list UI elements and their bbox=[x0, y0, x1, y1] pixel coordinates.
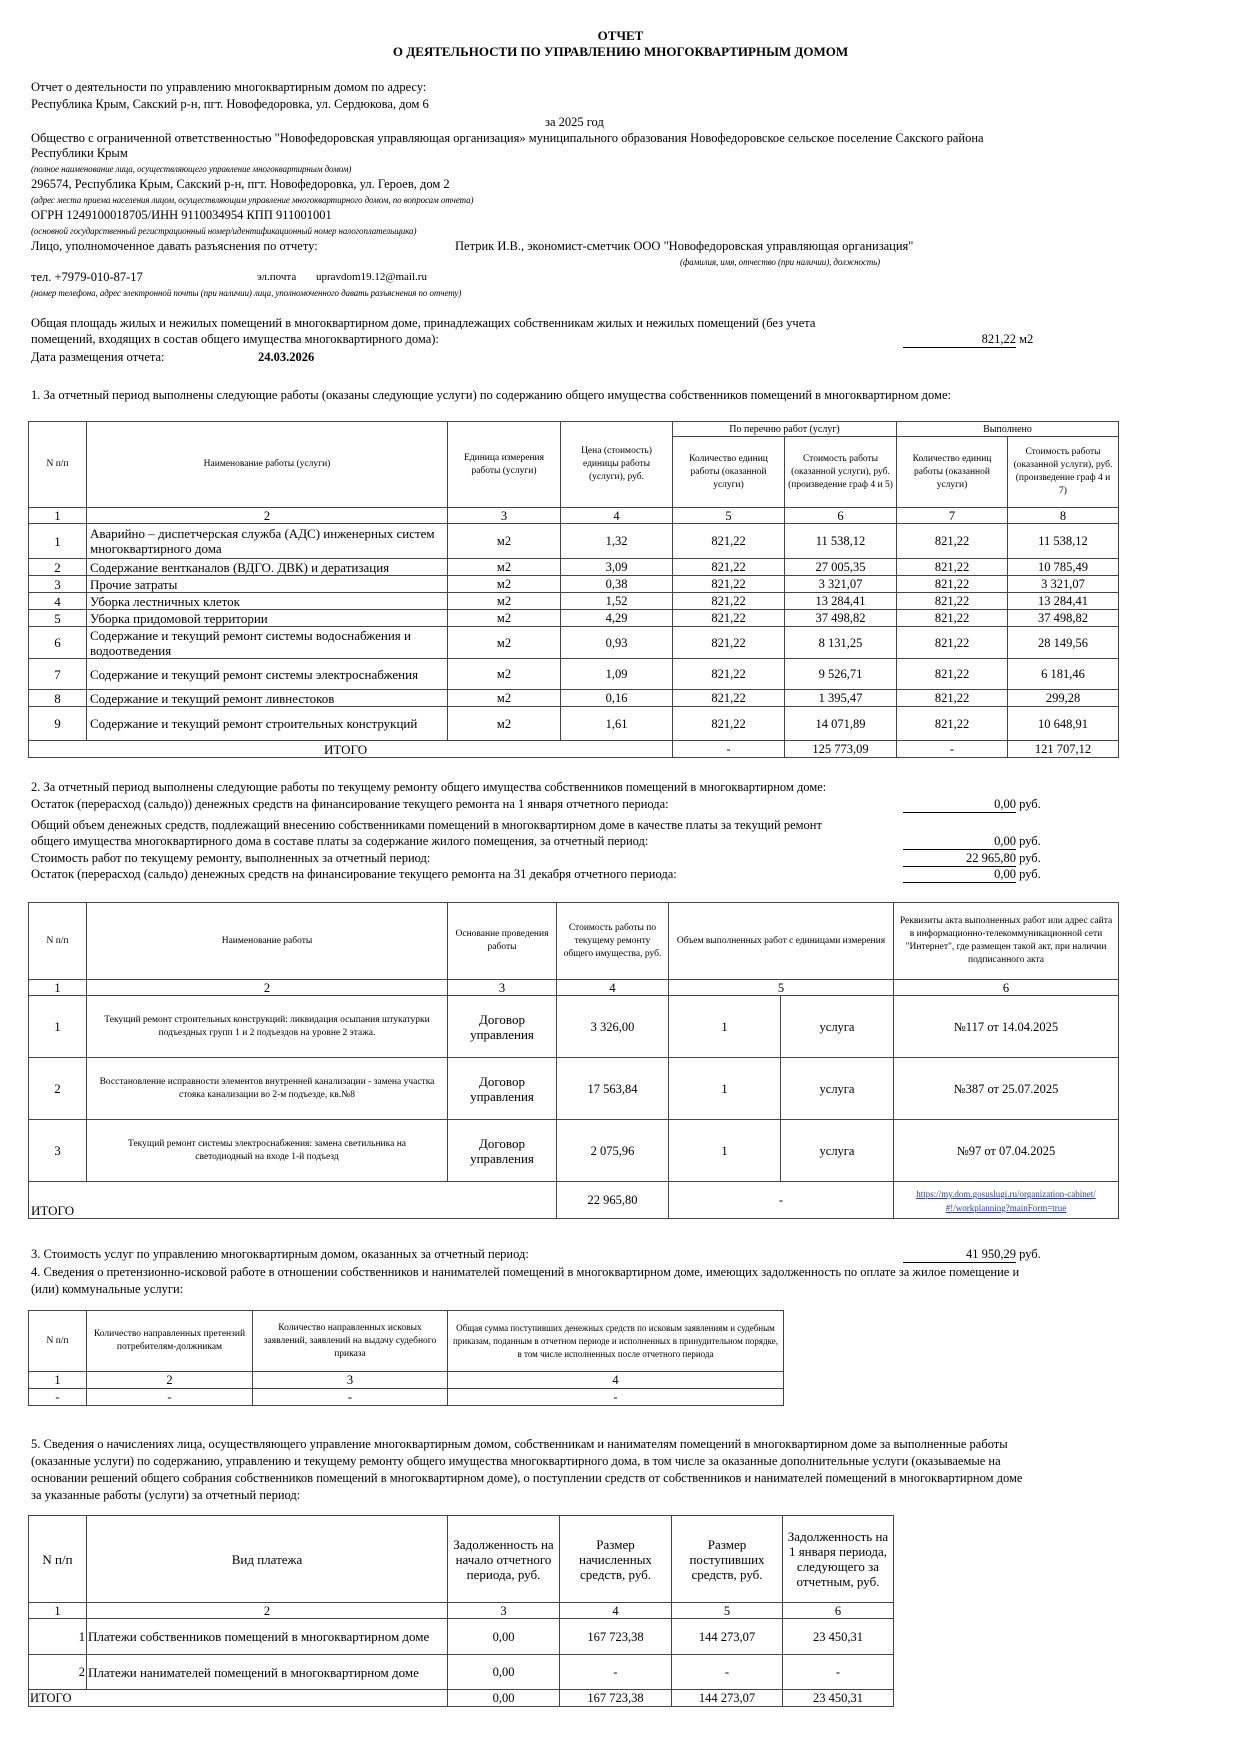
total-done-qty: - bbox=[897, 741, 1008, 758]
row-received: 144 273,07 bbox=[672, 1619, 783, 1655]
contact-label: Лицо, уполномоченное давать разъяснения по отчету: bbox=[31, 239, 318, 253]
cell-value: - bbox=[253, 1389, 448, 1406]
contact-person: Петрик И.В., экономист-сметчик ООО "Новофедоровская управляющая организация" bbox=[455, 239, 914, 253]
row-done-cost: 28 149,56 bbox=[1008, 627, 1119, 659]
works-cost-label: Стоимость работ по текущему ремонту, выполненных за отчетный период: bbox=[31, 851, 431, 865]
org-address: 296574, Республика Крым, Сакский р-н, пгт. Новофедоровка, ул. Героев, дом 2 bbox=[31, 177, 450, 191]
col-number: 1 bbox=[29, 1603, 87, 1619]
col-number: 4 bbox=[561, 508, 673, 524]
section5-heading-line4: за указанные работы (услуги) за отчетный период: bbox=[31, 1488, 301, 1502]
total-label: ИТОГО bbox=[29, 741, 673, 758]
row-done-qty: 821,22 bbox=[897, 576, 1008, 593]
currency-label: руб. bbox=[1019, 867, 1041, 881]
row-received: - bbox=[672, 1655, 783, 1690]
row-qty: 1 bbox=[669, 1120, 781, 1182]
row-plan-qty: 821,22 bbox=[673, 707, 785, 741]
row-name: Прочие затраты bbox=[87, 576, 448, 593]
table-row bbox=[29, 576, 1119, 593]
gosuslugi-link[interactable]: https://my.dom.gosuslugi.ru/organization-cabinet/#!/workplanning?mainForm=true bbox=[916, 1189, 1096, 1213]
col-received: Общая сумма поступивших денежных средств по исковым заявлениям и судебным приказам, поданным в отчетном периоде и исполненных в принудительном порядке, в том числе исполненных после отчетного периода bbox=[448, 1311, 784, 1372]
row-plan-qty: 821,22 bbox=[673, 593, 785, 610]
row-unit: м2 bbox=[448, 627, 561, 659]
works-cost-field bbox=[903, 851, 1041, 867]
row-done-cost: 6 181,46 bbox=[1008, 659, 1119, 690]
col-volume: Объем выполненных работ с единицами измерения bbox=[669, 903, 894, 980]
col-num: N п/п bbox=[29, 903, 87, 980]
section4-heading-line2: (или) коммунальные услуги: bbox=[31, 1282, 184, 1296]
row-num: 9 bbox=[29, 707, 87, 741]
row-cost: 2 075,96 bbox=[557, 1120, 669, 1182]
row-act: №387 от 25.07.2025 bbox=[894, 1058, 1119, 1120]
row-type: Платежи собственников помещений в многоквартирном доме bbox=[87, 1619, 448, 1655]
col-plan-cost: Стоимость работы (оказанной услуги), руб. (произведение граф 4 и 5) bbox=[785, 437, 897, 508]
contact-caption: (номер телефона, адрес электронной почты (при наличии) лица, уполномоченного давать разъяснения по отчету) bbox=[31, 288, 462, 298]
table-row bbox=[29, 610, 1119, 627]
cell-value: - bbox=[29, 1389, 87, 1406]
row-name: Содержание и текущий ремонт строительных конструкций bbox=[87, 707, 448, 741]
row-done-qty: 821,22 bbox=[897, 593, 1008, 610]
section2-heading: 2. За отчетный период выполнены следующие работы по текущему ремонту общего имущества собственников помещений в многоквартирном доме: bbox=[31, 780, 827, 794]
row-num: 1 bbox=[29, 524, 87, 559]
row-price: 1,61 bbox=[561, 707, 673, 741]
row-debt-start: 0,00 bbox=[448, 1655, 560, 1690]
currency-label: руб. bbox=[1019, 834, 1041, 848]
row-plan-qty: 821,22 bbox=[673, 524, 785, 559]
org-name-line1: Общество с ограниченной ответственностью "Новофедоровская управляющая организация» муниципального образования Новофедоровское сельское поселение Сакского района bbox=[31, 131, 984, 145]
row-num: 1 bbox=[29, 996, 87, 1058]
total-row bbox=[29, 1182, 1119, 1219]
col-number: 4 bbox=[557, 980, 669, 996]
col-debt-start: Задолженность на начало отчетного периода, руб. bbox=[448, 1516, 560, 1603]
section5-heading-line1: 5. Сведения о начислениях лица, осуществляющего управление многоквартирным домом, собственникам и нанимателям помещений в многоквартирном доме за выполненные работы bbox=[31, 1437, 1008, 1451]
act-link-cell bbox=[894, 1182, 1119, 1219]
row-plan-cost: 14 071,89 bbox=[785, 707, 897, 741]
row-done-qty: 821,22 bbox=[897, 559, 1008, 576]
row-debt-end: - bbox=[783, 1655, 894, 1690]
table-row bbox=[29, 1655, 894, 1690]
house-address: Республика Крым, Сакский р-н, пгт. Новофедоровка, ул. Сердюкова, дом 6 bbox=[31, 97, 429, 111]
col-num: N п/п bbox=[29, 422, 87, 508]
table-row bbox=[29, 1619, 894, 1655]
row-price: 1,32 bbox=[561, 524, 673, 559]
row-plan-qty: 821,22 bbox=[673, 576, 785, 593]
currency-label: руб. bbox=[1019, 797, 1041, 811]
row-done-cost: 37 498,82 bbox=[1008, 610, 1119, 627]
row-basis: Договор управления bbox=[448, 996, 557, 1058]
row-done-qty: 821,22 bbox=[897, 627, 1008, 659]
col-number: 3 bbox=[448, 1603, 560, 1619]
col-number: 1 bbox=[29, 508, 87, 524]
section5-heading-line2: (оказанные услуги) по содержанию, управлению и текущему ремонту общего имущества многоквартирного дома, в том числе за оказанные дополнительные услуги (оказываемые на bbox=[31, 1454, 1001, 1468]
maintenance-works-table bbox=[28, 421, 1119, 758]
row-name: Аварийно – диспетчерская служба (АДС) инженерных систем многоквартирного дома bbox=[87, 524, 448, 559]
area-text-line2: помещений, входящих в состав общего имущества многоквартирного дома): bbox=[31, 332, 439, 346]
address-label: Отчет о деятельности по управлению многоквартирным домом по адресу: bbox=[31, 80, 427, 94]
col-number: 3 bbox=[448, 980, 557, 996]
col-type: Вид платежа bbox=[87, 1516, 448, 1603]
table-row bbox=[29, 707, 1119, 741]
date-value: 24.03.2026 bbox=[258, 350, 315, 364]
row-unit: м2 bbox=[448, 690, 561, 707]
row-act: №117 от 14.04.2025 bbox=[894, 996, 1119, 1058]
total-plan-cost: 125 773,09 bbox=[785, 741, 897, 758]
row-done-qty: 821,22 bbox=[897, 690, 1008, 707]
row-done-cost: 10 785,49 bbox=[1008, 559, 1119, 576]
total-done-cost: 121 707,12 bbox=[1008, 741, 1119, 758]
row-done-cost: 11 538,12 bbox=[1008, 524, 1119, 559]
table-row bbox=[29, 1120, 1119, 1182]
currency-label: руб. bbox=[1019, 1247, 1041, 1261]
col-number: 3 bbox=[448, 508, 561, 524]
row-price: 0,93 bbox=[561, 627, 673, 659]
col-number: 7 bbox=[897, 508, 1008, 524]
row-plan-cost: 11 538,12 bbox=[785, 524, 897, 559]
total-label: ИТОГО bbox=[29, 1182, 557, 1219]
total-funds-label-line1: Общий объем денежных средств, подлежащий внесению собственниками помещений в многоквартирном доме в качестве платы за текущий ремонт bbox=[31, 818, 822, 832]
row-num: 2 bbox=[29, 1058, 87, 1120]
row-done-cost: 299,28 bbox=[1008, 690, 1119, 707]
balance-start-field bbox=[903, 797, 1041, 813]
row-plan-cost: 37 498,82 bbox=[785, 610, 897, 627]
total-plan-qty: - bbox=[673, 741, 785, 758]
claims-table bbox=[28, 1310, 784, 1406]
col-num: N п/п bbox=[29, 1516, 87, 1603]
row-num: 7 bbox=[29, 659, 87, 690]
row-num: 5 bbox=[29, 610, 87, 627]
col-number: 8 bbox=[1008, 508, 1119, 524]
area-value-field bbox=[903, 332, 1033, 348]
row-num: 8 bbox=[29, 690, 87, 707]
total-received: 144 273,07 bbox=[672, 1690, 783, 1707]
row-plan-qty: 821,22 bbox=[673, 559, 785, 576]
total-cost: 22 965,80 bbox=[557, 1182, 669, 1219]
row-name: Восстановление исправности элементов внутренней канализации - замена участка стояка канализации во 2-м подъезде, кв.№8 bbox=[87, 1058, 448, 1120]
col-number: 6 bbox=[785, 508, 897, 524]
row-name: Содержание вентканалов (ВДГО. ДВК) и дератизация bbox=[87, 559, 448, 576]
table-row bbox=[29, 690, 1119, 707]
total-funds-label-line2: общего имущества многоквартирного дома в составе платы за содержание жилого помещения, за отчетный период: bbox=[31, 834, 649, 848]
row-debt-start: 0,00 bbox=[448, 1619, 560, 1655]
col-number: 4 bbox=[448, 1372, 784, 1389]
report-period: за 2025 год bbox=[545, 115, 604, 129]
row-price: 0,38 bbox=[561, 576, 673, 593]
area-unit: м2 bbox=[1019, 332, 1034, 346]
col-group-plan: По перечню работ (услуг) bbox=[673, 422, 897, 437]
col-number: 6 bbox=[783, 1603, 894, 1619]
row-unit: м2 bbox=[448, 559, 561, 576]
col-plan-qty: Количество единиц работы (оказанной услуги) bbox=[673, 437, 785, 508]
total-funds-value: 0,00 bbox=[903, 834, 1016, 850]
total-debt-end: 23 450,31 bbox=[783, 1690, 894, 1707]
total-debt-start: 0,00 bbox=[448, 1690, 560, 1707]
total-row bbox=[29, 1690, 894, 1707]
row-num: 3 bbox=[29, 576, 87, 593]
row-plan-qty: 821,22 bbox=[673, 659, 785, 690]
col-number: 1 bbox=[29, 1372, 87, 1389]
row-plan-qty: 821,22 bbox=[673, 690, 785, 707]
col-number: 2 bbox=[87, 980, 448, 996]
row-charged: 167 723,38 bbox=[560, 1619, 672, 1655]
balance-start-label: Остаток (перерасход (сальдо)) денежных средств на финансирование текущего ремонта на 1 января отчетного периода: bbox=[31, 797, 669, 811]
row-num: 3 bbox=[29, 1120, 87, 1182]
row-plan-cost: 9 526,71 bbox=[785, 659, 897, 690]
table-row bbox=[29, 659, 1119, 690]
row-debt-end: 23 450,31 bbox=[783, 1619, 894, 1655]
table-header-row bbox=[29, 422, 1119, 437]
row-unit: м2 bbox=[448, 610, 561, 627]
ogrn-inn-kpp: ОГРН 1249100018705/ИНН 9110034954 КПП 911001001 bbox=[31, 208, 332, 222]
report-subtitle: О ДЕЯТЕЛЬНОСТИ ПО УПРАВЛЕНИЮ МНОГОКВАРТИРНЫМ ДОМОМ bbox=[392, 44, 849, 59]
row-plan-qty: 821,22 bbox=[673, 627, 785, 659]
col-number: 5 bbox=[673, 508, 785, 524]
table-header-row bbox=[29, 1311, 784, 1372]
row-unit: м2 bbox=[448, 524, 561, 559]
row-name: Содержание и текущий ремонт системы водоснабжения и водоотведения bbox=[87, 627, 448, 659]
balance-end-field bbox=[903, 867, 1041, 883]
row-cost: 17 563,84 bbox=[557, 1058, 669, 1120]
row-plan-cost: 13 284,41 bbox=[785, 593, 897, 610]
col-number: 2 bbox=[87, 508, 448, 524]
management-cost-field bbox=[903, 1247, 1041, 1263]
row-cost: 3 326,00 bbox=[557, 996, 669, 1058]
col-number: 5 bbox=[672, 1603, 783, 1619]
row-unit: услуга bbox=[781, 1058, 894, 1120]
balance-end-value: 0,00 bbox=[903, 867, 1016, 883]
org-name-caption: (полное наименование лица, осуществляющего управление многоквартирным домом) bbox=[31, 164, 352, 174]
table-header-row bbox=[29, 1516, 894, 1603]
section5-heading-line3: основании решений общего собрания собственников помещений в многоквартирном доме), о поступлении средств от собственников и нанимателей помещений в многоквартирном доме bbox=[31, 1471, 1023, 1485]
current-repair-table bbox=[28, 902, 1119, 1219]
col-basis: Основание проведения работы bbox=[448, 903, 557, 980]
row-plan-cost: 1 395,47 bbox=[785, 690, 897, 707]
row-unit: услуга bbox=[781, 996, 894, 1058]
col-charged: Размер начисленных средств, руб. bbox=[560, 1516, 672, 1603]
row-unit: м2 bbox=[448, 659, 561, 690]
col-number: 3 bbox=[253, 1372, 448, 1389]
row-plan-qty: 821,22 bbox=[673, 610, 785, 627]
col-act: Реквизиты акта выполненных работ или адрес сайта в информационно-телекоммуникационной сети "Интернет", где размещен такой акт, при наличии подписанного акта bbox=[894, 903, 1119, 980]
management-cost-value: 41 950,29 bbox=[903, 1247, 1016, 1263]
table-row bbox=[29, 593, 1119, 610]
cell-value: - bbox=[448, 1389, 784, 1406]
total-funds-field bbox=[903, 834, 1041, 850]
row-plan-cost: 8 131,25 bbox=[785, 627, 897, 659]
row-plan-cost: 27 005,35 bbox=[785, 559, 897, 576]
row-price: 1,09 bbox=[561, 659, 673, 690]
col-number: 5 bbox=[669, 980, 894, 996]
table-row bbox=[29, 627, 1119, 659]
column-numbers-row bbox=[29, 980, 1119, 996]
col-number: 4 bbox=[560, 1603, 672, 1619]
row-name: Содержание и текущий ремонт системы электроснабжения bbox=[87, 659, 448, 690]
row-done-cost: 13 284,41 bbox=[1008, 593, 1119, 610]
col-done-qty: Количество единиц работы (оказанной услуги) bbox=[897, 437, 1008, 508]
email-label: эл.почта bbox=[257, 271, 297, 283]
total-volume: - bbox=[669, 1182, 894, 1219]
row-num: 4 bbox=[29, 593, 87, 610]
row-unit: м2 bbox=[448, 576, 561, 593]
col-group-done: Выполнено bbox=[897, 422, 1119, 437]
row-unit: услуга bbox=[781, 1120, 894, 1182]
row-price: 4,29 bbox=[561, 610, 673, 627]
table-row bbox=[29, 996, 1119, 1058]
col-claims: Количество направленных претензий потребителям-должникам bbox=[87, 1311, 253, 1372]
row-name: Содержание и текущий ремонт ливнестоков bbox=[87, 690, 448, 707]
row-done-cost: 3 321,07 bbox=[1008, 576, 1119, 593]
row-num: 1 bbox=[29, 1619, 87, 1655]
row-qty: 1 bbox=[669, 996, 781, 1058]
currency-label: руб. bbox=[1019, 851, 1041, 865]
row-name: Уборка придомовой территории bbox=[87, 610, 448, 627]
column-numbers-row bbox=[29, 1603, 894, 1619]
table-row bbox=[29, 524, 1119, 559]
col-num: N п/п bbox=[29, 1311, 87, 1372]
table-header-row bbox=[29, 903, 1119, 980]
row-act: №97 от 07.04.2025 bbox=[894, 1120, 1119, 1182]
col-done-cost: Стоимость работы (оказанной услуги), руб. (произведение граф 4 и 7) bbox=[1008, 437, 1119, 508]
row-done-qty: 821,22 bbox=[897, 524, 1008, 559]
table-row bbox=[29, 559, 1119, 576]
row-charged: - bbox=[560, 1655, 672, 1690]
balance-end-label: Остаток (перерасход (сальдо) денежных средств на финансирование текущего ремонта на 31 декабря отчетного периода: bbox=[31, 867, 677, 881]
row-done-cost: 10 648,91 bbox=[1008, 707, 1119, 741]
date-label: Дата размещения отчета: bbox=[31, 350, 165, 364]
row-name: Текущий ремонт строительных конструкций: ликвидация осыпания штукатурки подъездных групп 1 и 2 подъездов на уровне 2 этажа. bbox=[87, 996, 448, 1058]
ogrn-caption: (основной государственный регистрационный номер/идентификационный номер налогоплательщика) bbox=[31, 226, 417, 236]
table-row bbox=[29, 1389, 784, 1406]
row-done-qty: 821,22 bbox=[897, 659, 1008, 690]
col-number: 6 bbox=[894, 980, 1119, 996]
area-value: 821,22 bbox=[903, 332, 1016, 348]
row-unit: м2 bbox=[448, 707, 561, 741]
area-text-line1: Общая площадь жилых и нежилых помещений в многоквартирном доме, принадлежащих собственникам жилых и нежилых помещений (без учета bbox=[31, 316, 816, 330]
contact-phone: тел. +7979-010-87-17 bbox=[31, 270, 143, 284]
row-num: 2 bbox=[29, 559, 87, 576]
col-number: 2 bbox=[87, 1603, 448, 1619]
org-address-caption: (адрес места приема населения лицом, осуществляющим управление многоквартирного домом, по вопросам отчета) bbox=[31, 195, 474, 205]
row-unit: м2 bbox=[448, 593, 561, 610]
row-price: 3,09 bbox=[561, 559, 673, 576]
table-row bbox=[29, 1058, 1119, 1120]
row-name: Текущий ремонт системы электроснабжения: замена светильника на светодиодный на входе 1-й подъезд bbox=[87, 1120, 448, 1182]
row-num: 2 bbox=[29, 1655, 87, 1690]
row-price: 0,16 bbox=[561, 690, 673, 707]
row-type: Платежи нанимателей помещений в многоквартирном доме bbox=[87, 1655, 448, 1690]
balance-start-value: 0,00 bbox=[903, 797, 1016, 813]
col-number: 1 bbox=[29, 980, 87, 996]
contact-email[interactable]: upravdom19.12@mail.ru bbox=[316, 271, 427, 283]
charges-table bbox=[28, 1515, 894, 1707]
contact-person-caption: (фамилия, имя, отчество (при наличии), должность) bbox=[680, 257, 881, 267]
col-unit: Единица измерения работы (услуги) bbox=[448, 422, 561, 508]
section4-heading-line1: 4. Сведения о претензионно-исковой работе в отношении собственников и нанимателей помещений в многоквартирном доме, имеющих задолженность по оплате за жилое помещение и bbox=[31, 1265, 1020, 1279]
column-numbers-row bbox=[29, 508, 1119, 524]
col-number: 2 bbox=[87, 1372, 253, 1389]
col-name: Наименование работы (услуги) bbox=[87, 422, 448, 508]
row-plan-cost: 3 321,07 bbox=[785, 576, 897, 593]
col-price: Цена (стоимость) единицы работы (услуги), руб. bbox=[561, 422, 673, 508]
row-basis: Договор управления bbox=[448, 1120, 557, 1182]
col-debt-end: Задолженность на 1 января периода, следующего за отчетным, руб. bbox=[783, 1516, 894, 1603]
row-num: 6 bbox=[29, 627, 87, 659]
total-label: ИТОГО bbox=[29, 1690, 448, 1707]
section3-label: 3. Стоимость услуг по управлению многоквартирным домом, оказанных за отчетный период: bbox=[31, 1247, 529, 1261]
cell-value: - bbox=[87, 1389, 253, 1406]
col-received: Размер поступивших средств, руб. bbox=[672, 1516, 783, 1603]
works-cost-value: 22 965,80 bbox=[903, 851, 1016, 867]
row-done-qty: 821,22 bbox=[897, 707, 1008, 741]
col-cost: Стоимость работы по текущему ремонту общего имущества, руб. bbox=[557, 903, 669, 980]
report-title: ОТЧЕТ bbox=[597, 28, 644, 43]
section1-heading: 1. За отчетный период выполнены следующие работы (оказаны следующие услуги) по содержанию общего имущества собственников помещений в многоквартирном доме: bbox=[31, 388, 951, 402]
total-charged: 167 723,38 bbox=[560, 1690, 672, 1707]
column-numbers-row bbox=[29, 1372, 784, 1389]
row-qty: 1 bbox=[669, 1058, 781, 1120]
row-basis: Договор управления bbox=[448, 1058, 557, 1120]
col-name: Наименование работы bbox=[87, 903, 448, 980]
org-name-line2: Республики Крым bbox=[31, 146, 128, 160]
col-lawsuits: Количество направленных исковых заявлений, заявлений на выдачу судебного приказа bbox=[253, 1311, 448, 1372]
row-name: Уборка лестничных клеток bbox=[87, 593, 448, 610]
total-row bbox=[29, 741, 1119, 758]
row-price: 1,52 bbox=[561, 593, 673, 610]
row-done-qty: 821,22 bbox=[897, 610, 1008, 627]
